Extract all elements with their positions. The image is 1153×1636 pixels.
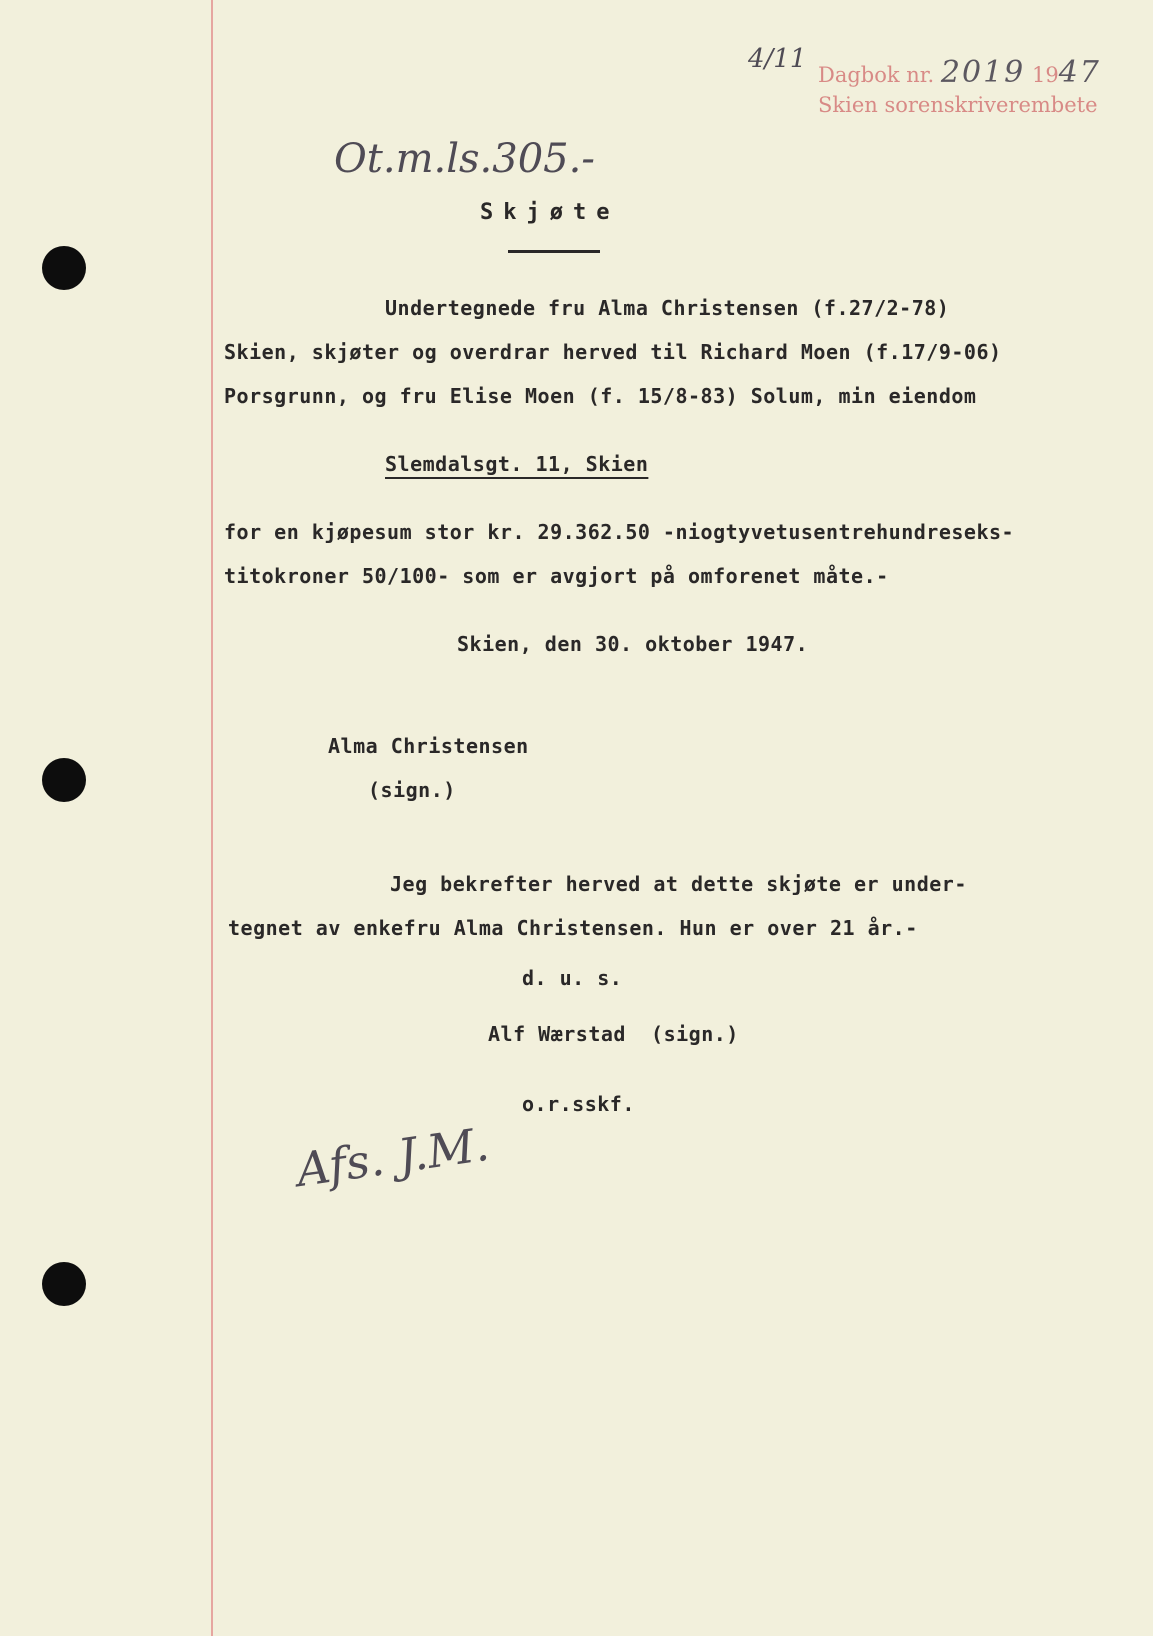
handwritten-footer: Afs. J.M. — [293, 1116, 493, 1198]
signature-note: (sign.) — [368, 778, 456, 802]
body-line: titokroner 50/100- som er avgjort på omforenet måte.- — [224, 564, 889, 588]
punch-hole — [42, 246, 86, 290]
document-title: Skjøte — [480, 200, 620, 225]
fee-note: Ot.m.ls.305.- — [334, 136, 595, 182]
body-line: Porsgrunn, og fru Elise Moen (f. 15/8-83) Solum, min eiendom — [224, 384, 977, 408]
place-date: Skien, den 30. oktober 1947. — [457, 632, 809, 656]
body-line: Undertegnede fru Alma Christensen (f.27/2-78) — [385, 296, 950, 320]
body-line: for en kjøpesum stor kr. 29.362.50 -niogtyvetusentrehundreseks- — [224, 520, 1015, 544]
stamp-year-prefix: 19 — [1031, 63, 1059, 87]
property-address: Slemdalsgt. 11, Skien — [385, 452, 649, 476]
signature-name: Alma Christensen — [328, 734, 529, 758]
body-line: Skien, skjøter og overdrar herved til Richard Moen (f.17/9-06) — [224, 340, 1002, 364]
stamp-number: 2019 — [940, 55, 1026, 90]
stamp-year: 47 — [1058, 55, 1101, 90]
confirmation-signer: Alf Wærstad (sign.) — [488, 1022, 739, 1046]
confirmation-title: o.r.sskf. — [522, 1092, 635, 1116]
title-underline — [508, 250, 600, 253]
stamp-office: Skien sorenskriverembete — [818, 93, 1098, 117]
punch-hole — [42, 758, 86, 802]
dus-line: d. u. s. — [522, 966, 623, 990]
margin-line — [211, 0, 213, 1636]
confirmation-line: tegnet av enkefru Alma Christensen. Hun er over 21 år.- — [228, 916, 918, 940]
stamp-date-note: 4/11 — [748, 44, 807, 74]
registry-stamp — [818, 55, 1101, 120]
stamp-label: Dagbok nr. — [818, 63, 935, 87]
punch-hole — [42, 1262, 86, 1306]
confirmation-line: Jeg bekrefter herved at dette skjøte er under- — [390, 872, 967, 896]
